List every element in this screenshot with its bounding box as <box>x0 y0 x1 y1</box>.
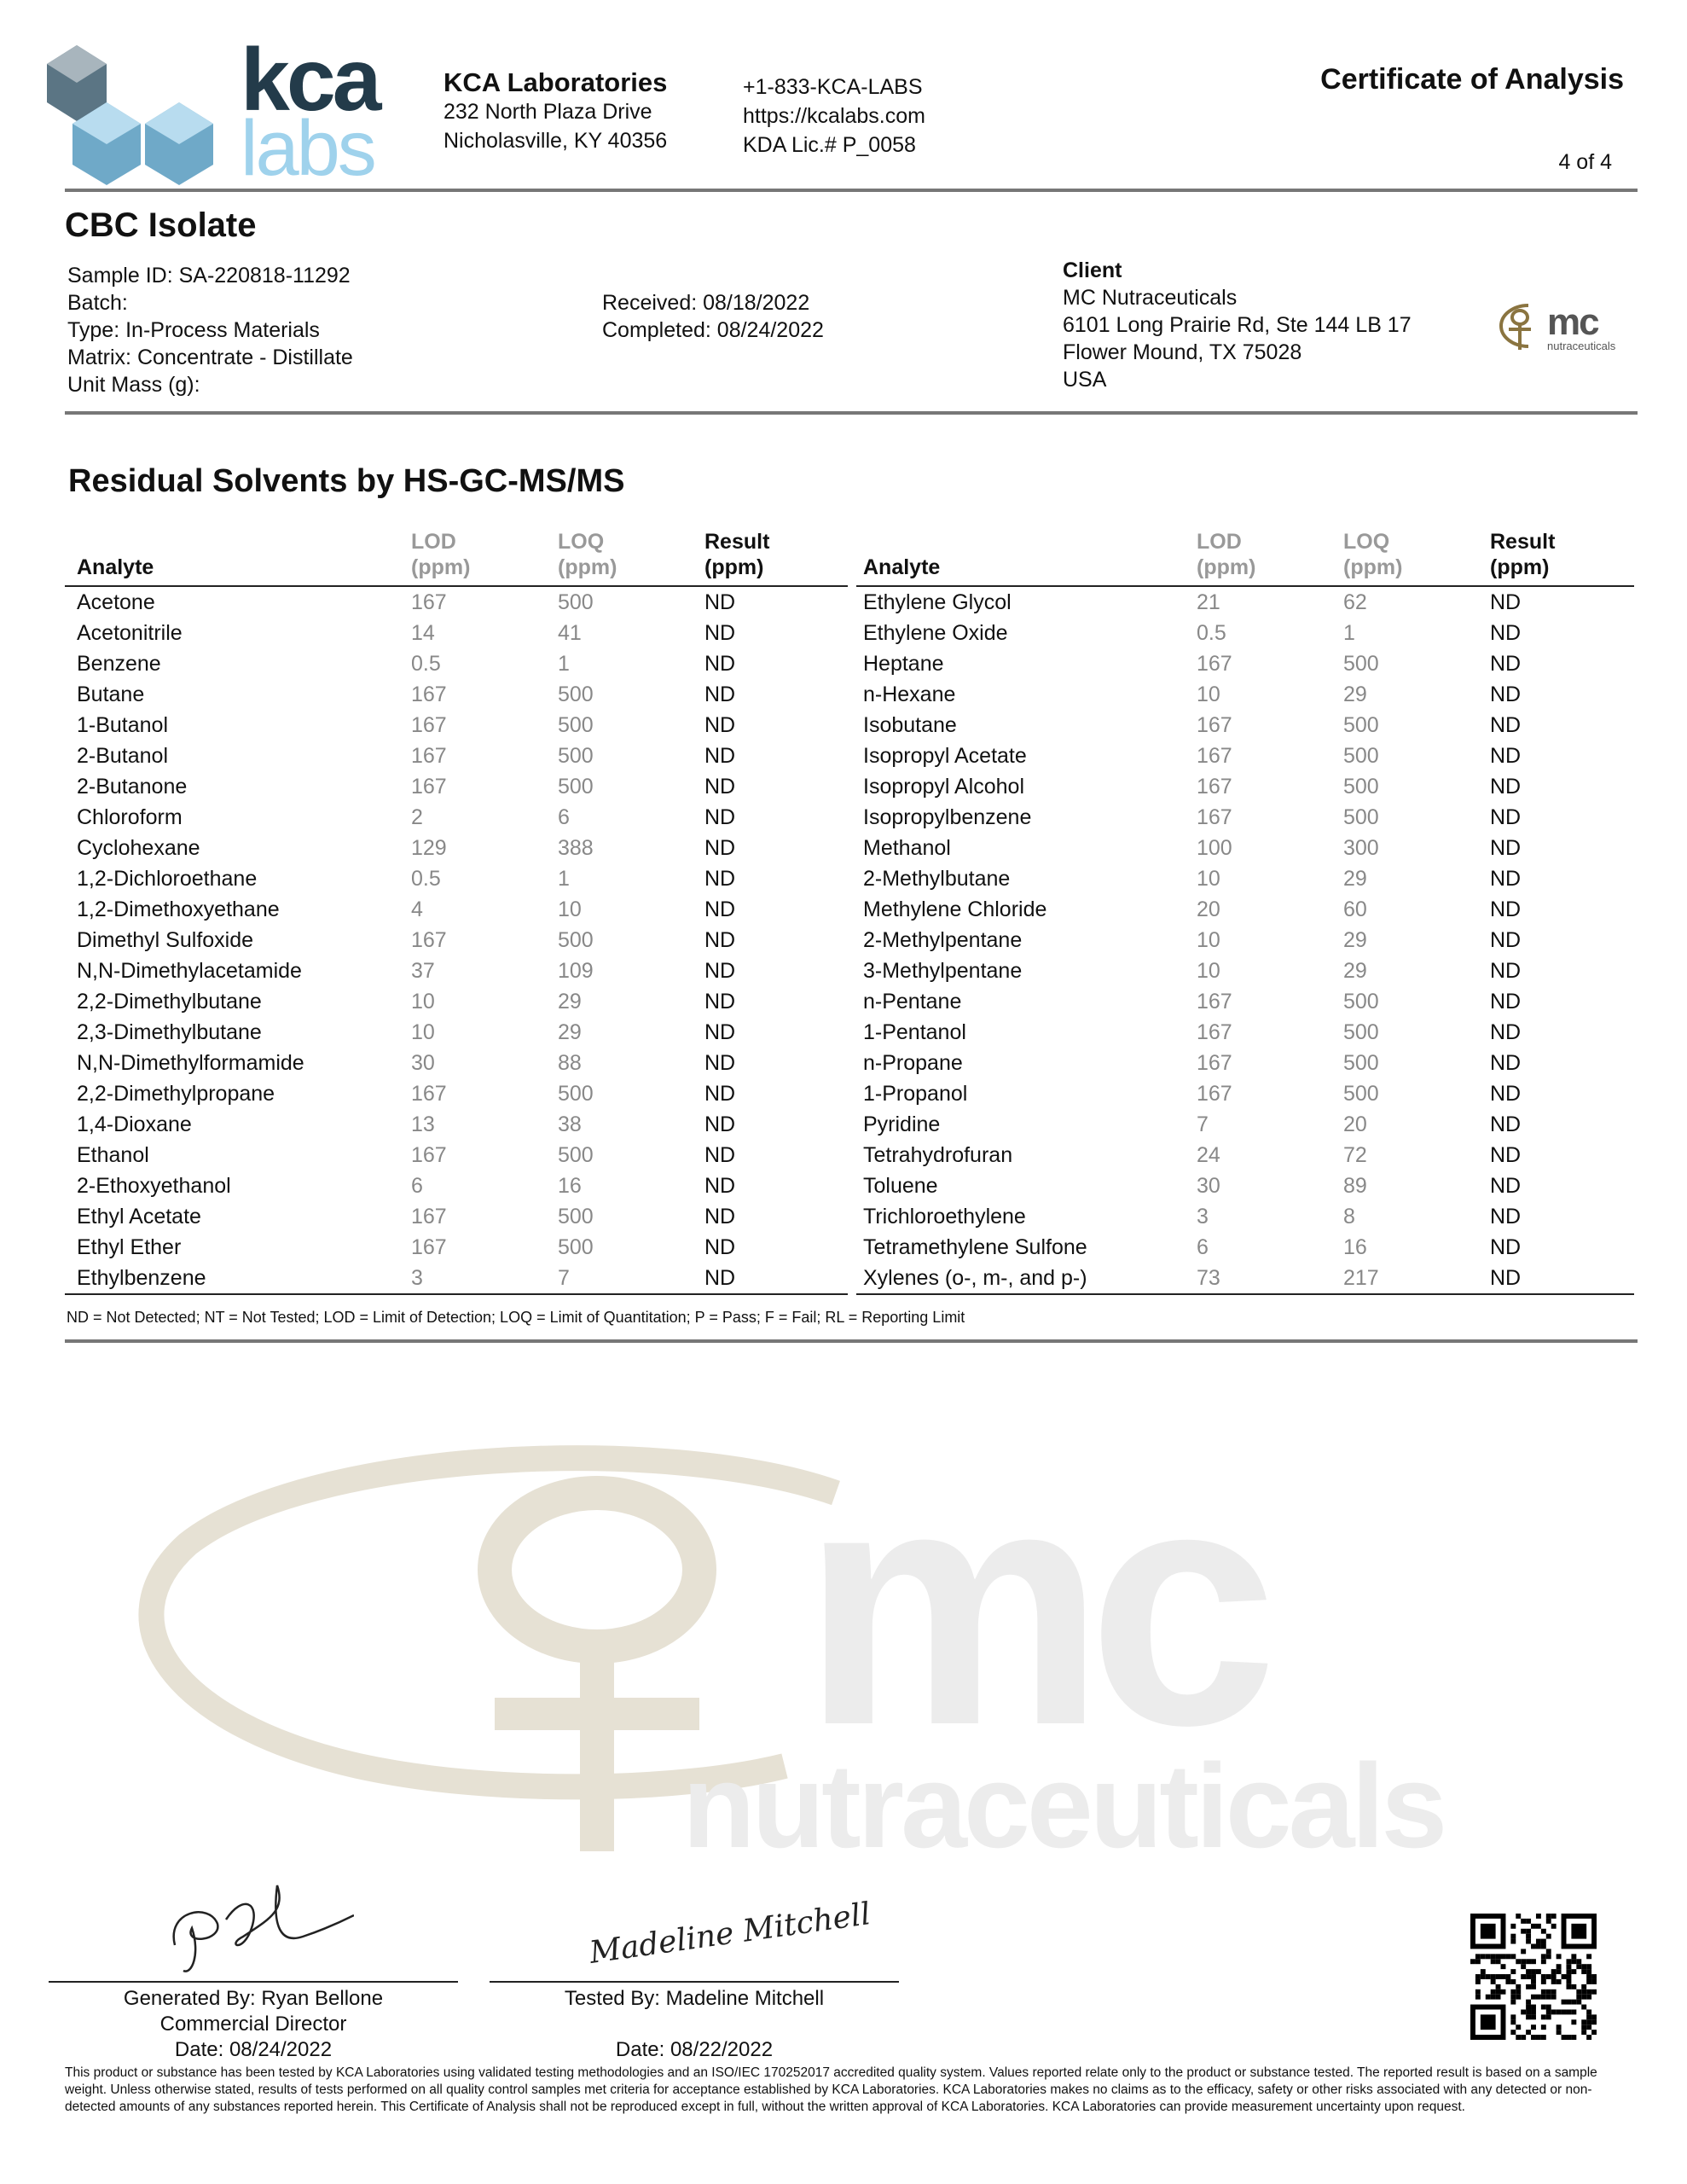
cell-analyte: Isopropylbenzene <box>863 805 1032 829</box>
cell-analyte: Isobutane <box>863 713 957 737</box>
cell-result: ND <box>1490 652 1522 676</box>
cell-result: ND <box>704 621 736 645</box>
cell-analyte: Toluene <box>863 1174 938 1198</box>
col-analyte: Analyte <box>856 529 1197 586</box>
table-row <box>65 1201 848 1232</box>
table-row <box>856 1017 1634 1048</box>
cell-lod: 6 <box>411 1174 423 1198</box>
cell-result: ND <box>1490 836 1522 860</box>
cell-lod: 4 <box>411 897 423 921</box>
solvents-table-left <box>65 529 848 1295</box>
cell-loq: 500 <box>1343 744 1379 768</box>
cell-result: ND <box>704 682 736 706</box>
cell-result: ND <box>704 867 736 891</box>
cell-result: ND <box>704 1082 736 1106</box>
tested-by: Tested By: Madeline Mitchell <box>564 1987 825 2010</box>
cell-loq: 109 <box>558 959 594 983</box>
table-row <box>856 1201 1634 1232</box>
table-row <box>65 1109 848 1140</box>
cell-analyte: Acetonitrile <box>77 621 183 645</box>
cell-result: ND <box>704 1051 736 1075</box>
table-row <box>65 618 848 648</box>
cell-loq: 500 <box>558 928 594 952</box>
cell-lod: 167 <box>411 682 447 706</box>
cell-result: ND <box>704 652 736 676</box>
completed-date: Completed: 08/24/2022 <box>602 318 824 342</box>
cell-result: ND <box>704 1020 736 1044</box>
table-row <box>856 679 1634 710</box>
cell-analyte: Ethylene Glycol <box>863 590 1012 614</box>
cell-result: ND <box>704 805 736 829</box>
cell-analyte: 3-Methylpentane <box>863 959 1023 983</box>
cell-lod: 0.5 <box>411 652 441 676</box>
lab-license: KDA Lic.# P_0058 <box>743 133 916 157</box>
cell-loq: 217 <box>1343 1263 1490 1294</box>
cell-analyte: Ethyl Ether <box>77 1235 182 1259</box>
cell-analyte: 2,3-Dimethylbutane <box>77 1020 262 1044</box>
cell-lod: 30 <box>411 1051 435 1075</box>
col-lod: LOD (ppm) <box>411 529 558 586</box>
cell-result: ND <box>1490 682 1522 706</box>
cell-loq: 29 <box>1343 867 1367 891</box>
cell-analyte: n-Hexane <box>863 682 956 706</box>
svg-text:nutraceuticals: nutraceuticals <box>682 1739 1445 1860</box>
solvents-table-right <box>856 529 1634 1295</box>
cell-analyte: 1,2-Dimethoxyethane <box>77 897 280 921</box>
cell-lod: 167 <box>411 1082 447 1106</box>
cell-loq: 500 <box>558 1143 594 1167</box>
cell-analyte: Methanol <box>863 836 951 860</box>
cell-analyte: Cyclohexane <box>77 836 200 860</box>
table-row <box>65 894 848 925</box>
generated-by: Generated By: Ryan Bellone <box>123 1987 384 2010</box>
cell-result: ND <box>1490 1082 1522 1106</box>
cell-analyte: n-Propane <box>863 1051 963 1075</box>
table-row <box>65 710 848 741</box>
cell-loq: 388 <box>558 836 594 860</box>
qr-code[interactable] <box>1470 1914 1597 2040</box>
cell-result: ND <box>704 713 736 737</box>
cell-result: ND <box>704 990 736 1014</box>
section-title: Residual Solvents by HS-GC-MS/MS <box>68 463 625 499</box>
table-row <box>856 1140 1634 1170</box>
table-row <box>856 894 1634 925</box>
cell-result: ND <box>704 1235 736 1259</box>
cell-result: ND <box>704 928 736 952</box>
client-address-2: Flower Mound, TX 75028 <box>1063 340 1302 364</box>
tested-date: Date: 08/22/2022 <box>615 2038 774 2061</box>
mc-nutraceuticals-logo <box>1494 299 1639 354</box>
cell-loq: 6 <box>558 805 570 829</box>
svg-text:mc: mc <box>1547 301 1598 343</box>
cell-result: ND <box>704 744 736 768</box>
lab-info <box>443 68 667 155</box>
cell-analyte: Isopropyl Acetate <box>863 744 1027 768</box>
table-row <box>65 925 848 956</box>
page-number: 4 of 4 <box>1558 150 1612 174</box>
sample-details <box>67 262 353 398</box>
col-lod: LOD (ppm) <box>1197 529 1343 586</box>
cell-loq: 300 <box>1343 836 1379 860</box>
table-row <box>65 1078 848 1109</box>
cell-loq: 500 <box>1343 775 1379 799</box>
cell-analyte: Ethylene Oxide <box>863 621 1008 645</box>
sample-id: Sample ID: SA-220818-11292 <box>67 264 351 288</box>
cell-lod: 37 <box>411 959 435 983</box>
col-result: Result (ppm) <box>1490 529 1634 586</box>
divider <box>65 1339 1638 1343</box>
table-row <box>856 802 1634 833</box>
cell-analyte: Acetone <box>77 590 155 614</box>
svg-text:labs: labs <box>241 105 374 188</box>
cell-loq: 500 <box>558 590 594 614</box>
cell-lod: 167 <box>411 590 447 614</box>
cell-analyte: Heptane <box>863 652 944 676</box>
cell-result: ND <box>704 1174 736 1198</box>
cell-loq: 500 <box>1343 713 1379 737</box>
cell-lod: 6 <box>1197 1235 1209 1259</box>
cell-result: ND <box>1490 775 1522 799</box>
kca-labs-logo <box>43 38 401 188</box>
table-row <box>856 833 1634 863</box>
cell-result: ND <box>1490 928 1522 952</box>
cell-lod: 13 <box>411 1112 435 1136</box>
table-row <box>65 1048 848 1078</box>
cell-analyte: 1,4-Dioxane <box>77 1112 192 1136</box>
cell-lod: 21 <box>1197 590 1220 614</box>
cell-analyte: 1-Pentanol <box>863 1020 966 1044</box>
cell-analyte: 1-Propanol <box>863 1082 968 1106</box>
client-info <box>1063 257 1412 393</box>
cell-result: ND <box>704 959 736 983</box>
table-row <box>65 648 848 679</box>
cell-lod: 167 <box>1197 744 1232 768</box>
cell-loq: 62 <box>1343 590 1367 614</box>
cell-lod: 167 <box>411 928 447 952</box>
table-row <box>65 1232 848 1263</box>
cell-lod: 129 <box>411 836 447 860</box>
cell-analyte: Tetrahydrofuran <box>863 1143 1013 1167</box>
cell-lod: 167 <box>1197 1082 1232 1106</box>
cell-loq: 500 <box>1343 652 1379 676</box>
svg-text:kca: kca <box>241 38 379 130</box>
sample-name: CBC Isolate <box>65 206 257 244</box>
table-row <box>856 956 1634 986</box>
cell-analyte: Ethyl Acetate <box>77 1205 201 1228</box>
batch: Batch: <box>67 291 128 315</box>
cell-result: ND <box>704 1205 736 1228</box>
cell-loq: 72 <box>1343 1143 1367 1167</box>
client-address-1: 6101 Long Prairie Rd, Ste 144 LB 17 <box>1063 313 1412 337</box>
cell-loq: 500 <box>558 713 594 737</box>
table-row <box>856 771 1634 802</box>
cell-loq: 1 <box>1343 621 1355 645</box>
cell-analyte: 2-Ethoxyethanol <box>77 1174 231 1198</box>
dates <box>602 289 824 344</box>
lab-address-2: Nicholasville, KY 40356 <box>443 129 668 153</box>
cell-result: ND <box>1490 1174 1522 1198</box>
cell-lod: 10 <box>1197 928 1220 952</box>
cell-loq: 500 <box>1343 805 1379 829</box>
cell-loq: 60 <box>1343 897 1367 921</box>
lab-name: KCA Laboratories <box>443 67 668 97</box>
cell-loq: 16 <box>1343 1235 1367 1259</box>
signature-madeline-mitchell: Madeline Mitchell <box>587 1896 873 1971</box>
cell-lod: 14 <box>411 621 435 645</box>
svg-text:nutraceuticals: nutraceuticals <box>1547 340 1616 352</box>
generated-by-block <box>49 1986 458 2063</box>
cell-analyte: 2,2-Dimethylpropane <box>77 1082 275 1106</box>
table-row <box>65 802 848 833</box>
cell-lod: 167 <box>1197 1020 1232 1044</box>
lab-address-1: 232 North Plaza Drive <box>443 100 652 124</box>
cell-result: ND <box>1490 805 1522 829</box>
table-row <box>65 1017 848 1048</box>
cell-result: ND <box>1490 990 1522 1014</box>
cell-loq: 500 <box>1343 1082 1379 1106</box>
cell-loq: 500 <box>558 1235 594 1259</box>
cell-result: ND <box>1490 1143 1522 1167</box>
cell-result: ND <box>1490 1020 1522 1044</box>
table-row <box>856 863 1634 894</box>
lab-phone: +1-833-KCA-LABS <box>743 75 923 99</box>
svg-text:mc: mc <box>802 1442 1261 1796</box>
cell-loq: 10 <box>558 897 582 921</box>
cell-result: ND <box>1490 1235 1522 1259</box>
cell-analyte: Benzene <box>77 652 161 676</box>
table-row <box>856 710 1634 741</box>
cell-result: ND <box>704 1112 736 1136</box>
table-row <box>65 1170 848 1201</box>
table-row <box>65 741 848 771</box>
cell-analyte: 2-Butanone <box>77 775 188 799</box>
table-row <box>65 771 848 802</box>
cell-result: ND <box>1490 897 1522 921</box>
cell-loq: 7 <box>558 1263 704 1294</box>
cell-loq: 29 <box>558 1020 582 1044</box>
cell-loq: 1 <box>558 867 570 891</box>
table-row <box>65 1140 848 1170</box>
divider <box>65 411 1638 415</box>
cell-result: ND <box>704 1263 848 1294</box>
cell-loq: 500 <box>558 775 594 799</box>
cell-loq: 500 <box>558 1205 594 1228</box>
cell-lod: 73 <box>1197 1263 1343 1294</box>
cell-analyte: N,N-Dimethylformamide <box>77 1051 304 1075</box>
table-row <box>856 586 1634 618</box>
table-row <box>856 1048 1634 1078</box>
cell-loq: 8 <box>1343 1205 1355 1228</box>
cell-analyte: Trichloroethylene <box>863 1205 1026 1228</box>
cell-result: ND <box>704 836 736 860</box>
table-row <box>65 956 848 986</box>
cell-loq: 29 <box>558 990 582 1014</box>
table-row <box>856 618 1634 648</box>
table-row <box>856 1232 1634 1263</box>
cell-analyte: Tetramethylene Sulfone <box>863 1235 1087 1259</box>
cell-lod: 10 <box>1197 682 1220 706</box>
cell-result: ND <box>1490 1205 1522 1228</box>
table-header <box>856 529 1634 586</box>
cell-lod: 167 <box>1197 775 1232 799</box>
col-result: Result (ppm) <box>704 529 848 586</box>
footnote: ND = Not Detected; NT = Not Tested; LOD = Limit of Detection; LOQ = Limit of Quantitation; P = Pass; F = Fail; RL = Reporting Limit <box>67 1309 965 1326</box>
cell-lod: 20 <box>1197 897 1220 921</box>
cell-analyte: Methylene Chloride <box>863 897 1047 921</box>
cell-analyte: 2,2-Dimethylbutane <box>77 990 262 1014</box>
cell-result: ND <box>704 1143 736 1167</box>
cell-lod: 2 <box>411 805 423 829</box>
table-row <box>856 925 1634 956</box>
cell-lod: 167 <box>1197 652 1232 676</box>
cell-loq: 500 <box>558 1082 594 1106</box>
cell-lod: 167 <box>1197 1051 1232 1075</box>
cell-analyte: Chloroform <box>77 805 183 829</box>
table-row <box>856 741 1634 771</box>
client-country: USA <box>1063 368 1107 392</box>
table-row <box>856 986 1634 1017</box>
cell-result: ND <box>1490 744 1522 768</box>
cell-result: ND <box>1490 621 1522 645</box>
cell-loq: 41 <box>558 621 582 645</box>
signature-ryan-bellone <box>158 1877 354 1979</box>
cell-analyte: n-Pentane <box>863 990 962 1014</box>
lab-contact <box>743 73 925 160</box>
cell-analyte: 2-Butanol <box>77 744 169 768</box>
cell-lod: 167 <box>411 713 447 737</box>
cell-analyte: Ethylbenzene <box>65 1263 411 1294</box>
table-row <box>65 1263 848 1294</box>
signature-line <box>490 1981 899 1983</box>
table-row <box>856 1263 1634 1294</box>
cell-lod: 167 <box>1197 713 1232 737</box>
table-row <box>65 679 848 710</box>
cell-lod: 167 <box>411 744 447 768</box>
col-loq: LOQ (ppm) <box>1343 529 1490 586</box>
client-name: MC Nutraceuticals <box>1063 286 1238 310</box>
cell-result: ND <box>704 590 736 614</box>
lab-website[interactable]: https://kcalabs.com <box>743 104 925 128</box>
cell-loq: 29 <box>1343 682 1367 706</box>
cell-loq: 500 <box>1343 1051 1379 1075</box>
type: Type: In-Process Materials <box>67 318 320 342</box>
cell-lod: 0.5 <box>411 867 441 891</box>
cell-lod: 3 <box>1197 1205 1209 1228</box>
cell-lod: 30 <box>1197 1174 1220 1198</box>
cell-analyte: 1,2-Dichloroethane <box>77 867 258 891</box>
cell-loq: 88 <box>558 1051 582 1075</box>
cell-analyte: N,N-Dimethylacetamide <box>77 959 302 983</box>
cell-analyte: 2-Methylpentane <box>863 928 1023 952</box>
table-row <box>856 1078 1634 1109</box>
divider <box>65 189 1638 192</box>
cell-lod: 10 <box>411 990 435 1014</box>
cell-analyte: 1-Butanol <box>77 713 169 737</box>
table-row <box>65 833 848 863</box>
table-row <box>65 986 848 1017</box>
unit-mass: Unit Mass (g): <box>67 373 200 397</box>
cell-loq: 500 <box>1343 990 1379 1014</box>
cell-analyte: Isopropyl Alcohol <box>863 775 1025 799</box>
cell-loq: 1 <box>558 652 570 676</box>
col-analyte: Analyte <box>65 529 411 586</box>
matrix: Matrix: Concentrate - Distillate <box>67 346 353 369</box>
client-label: Client <box>1063 258 1122 282</box>
cell-loq: 20 <box>1343 1112 1367 1136</box>
cell-analyte: Xylenes (o-, m-, and p-) <box>856 1263 1197 1294</box>
cell-analyte: Butane <box>77 682 145 706</box>
cell-result: ND <box>1490 713 1522 737</box>
table-row <box>856 648 1634 679</box>
cell-lod: 167 <box>411 1205 447 1228</box>
generated-title: Commercial Director <box>159 2013 347 2036</box>
cell-loq: 16 <box>558 1174 582 1198</box>
doc-title: Certificate of Analysis <box>1320 63 1624 96</box>
cell-lod: 7 <box>1197 1112 1209 1136</box>
signature-line <box>49 1981 458 1983</box>
cell-analyte: Dimethyl Sulfoxide <box>77 928 254 952</box>
cell-lod: 167 <box>1197 805 1232 829</box>
received-date: Received: 08/18/2022 <box>602 291 810 315</box>
cell-result: ND <box>1490 1263 1634 1294</box>
cell-result: ND <box>1490 959 1522 983</box>
cell-lod: 3 <box>411 1263 558 1294</box>
cell-lod: 0.5 <box>1197 621 1226 645</box>
cell-result: ND <box>1490 1051 1522 1075</box>
mc-watermark-logo <box>136 1442 1535 1860</box>
col-loq: LOQ (ppm) <box>558 529 704 586</box>
cell-loq: 29 <box>1343 928 1367 952</box>
cell-lod: 10 <box>411 1020 435 1044</box>
cell-analyte: Pyridine <box>863 1112 941 1136</box>
cell-analyte: 2-Methylbutane <box>863 867 1011 891</box>
cell-loq: 500 <box>558 682 594 706</box>
table-row <box>65 863 848 894</box>
cell-result: ND <box>1490 867 1522 891</box>
cell-lod: 100 <box>1197 836 1232 860</box>
cell-lod: 24 <box>1197 1143 1220 1167</box>
cell-result: ND <box>1490 1112 1522 1136</box>
cell-result: ND <box>1490 590 1522 614</box>
table-row <box>65 586 848 618</box>
cell-lod: 167 <box>411 1235 447 1259</box>
cell-loq: 38 <box>558 1112 582 1136</box>
cell-lod: 167 <box>1197 990 1232 1014</box>
cell-result: ND <box>704 775 736 799</box>
cell-loq: 500 <box>1343 1020 1379 1044</box>
cell-lod: 10 <box>1197 867 1220 891</box>
cell-loq: 89 <box>1343 1174 1367 1198</box>
cell-lod: 167 <box>411 1143 447 1167</box>
cell-loq: 29 <box>1343 959 1367 983</box>
cell-lod: 10 <box>1197 959 1220 983</box>
table-header <box>65 529 848 586</box>
table-row <box>856 1109 1634 1140</box>
cell-lod: 167 <box>411 775 447 799</box>
disclaimer: This product or substance has been tested by KCA Laboratories using validated testing methodologies and an ISO/IEC 170252017 accredited quality system. Values reported relate only to the product or substance tested. The reported result is based on a sample weight. Unless otherwise stated, results of tests performed on all quality control samples met criteria for acceptance established by KCA Laboratories. KCA Laboratories makes no claims as to the efficacy, safety or other risks associated with any detected or non-detected amounts of any substances reported herein. This Certificate of Analysis shall not be reproduced except in full, without the written approval of KCA Laboratories. KCA Laboratories can provide measurement uncertainty upon request. <box>65 2065 1597 2114</box>
cell-loq: 500 <box>558 744 594 768</box>
cell-analyte: Ethanol <box>77 1143 149 1167</box>
generated-date: Date: 08/24/2022 <box>174 2038 333 2061</box>
cell-result: ND <box>704 897 736 921</box>
table-row <box>856 1170 1634 1201</box>
tested-by-block <box>490 1986 899 2063</box>
